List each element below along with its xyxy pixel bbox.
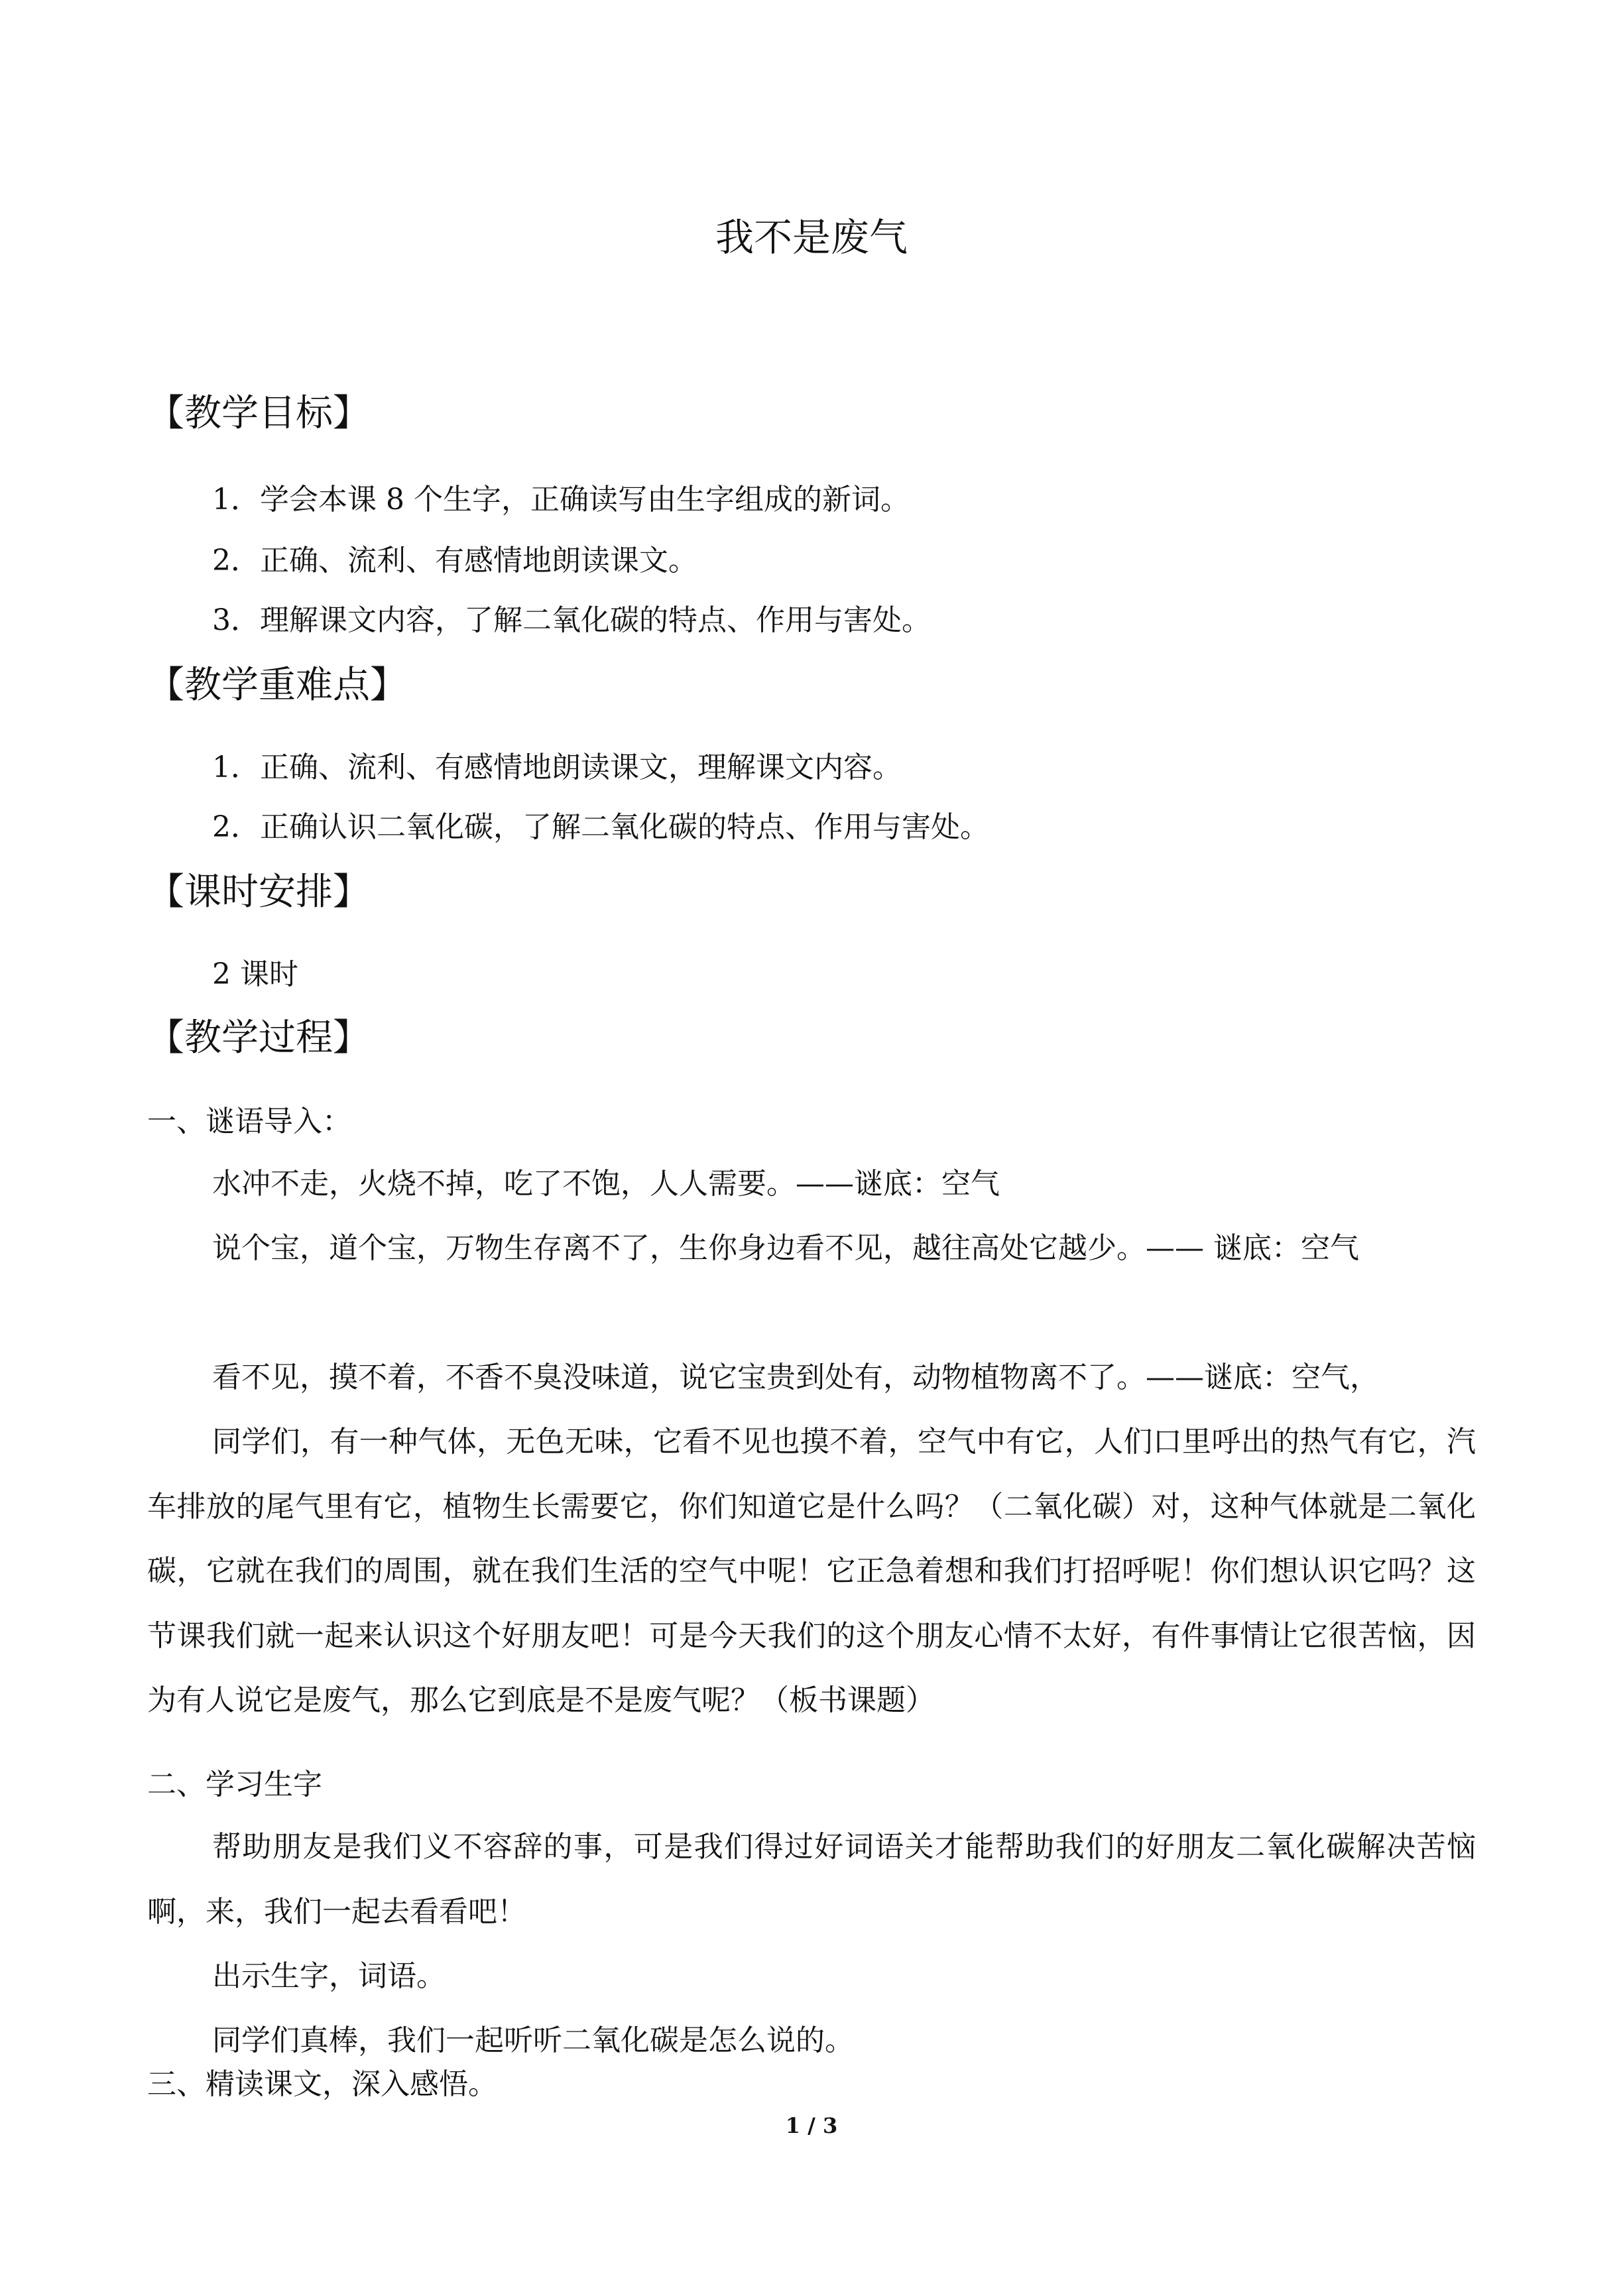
key-point-item-2: 2．正确认识二氧化碳，了解二氧化碳的特点、作用与害处。 [212, 810, 989, 844]
schedule-text: 2 课时 [212, 957, 298, 991]
paragraph-listen: 同学们真棒，我们一起听听二氧化碳是怎么说的。 [212, 2024, 854, 2057]
page-number: 1 / 3 [785, 2113, 838, 2138]
heading-teaching-goals: 【教学目标】 [147, 392, 370, 435]
paragraph-riddle-2: 说个宝，道个宝，万物生存离不了，生你身边看不见，越往高处它越少。—— 谜底：空气 [212, 1231, 1359, 1265]
paragraph-riddle-1: 水冲不走，火烧不掉，吃了不饱，人人需要。——谜底：空气 [212, 1167, 1000, 1201]
heading-key-points: 【教学重难点】 [147, 664, 407, 707]
paragraph-riddle-3: 看不见，摸不着，不香不臭没味道，说它宝贵到处有，动物植物离不了。——谜底：空气， [212, 1360, 1379, 1394]
paragraph-help-friend: 帮助朋友是我们义不容辞的事，可是我们得过好词语关才能帮助我们的好朋友二氧化碳解决苦恼啊，来，我们一起去看看吧！ [147, 1830, 1476, 1929]
heading-schedule: 【课时安排】 [147, 871, 370, 914]
goal-item-3: 3．理解课文内容，了解二氧化碳的特点、作用与害处。 [212, 603, 931, 637]
key-point-item-1: 1．正确、流利、有感情地朗读课文，理解课文内容。 [212, 751, 902, 784]
goal-item-1: 1．学会本课 8 个生字，正确读写由生字组成的新词。 [212, 483, 910, 516]
section-learn-characters: 二、学习生字 [147, 1768, 322, 1801]
section-close-reading: 三、精读课文，深入感悟。 [147, 2067, 497, 2101]
document-title: 我不是废气 [715, 215, 908, 260]
section-riddle-intro: 一、谜语导入： [147, 1105, 351, 1138]
paragraph-show-words: 出示生字，词语。 [212, 1959, 446, 1993]
paragraph-intro: 同学们，有一种气体，无色无味，它看不见也摸不着，空气中有它，人们口里呼出的热气有它，汽车排放的尾气里有它，植物生长需要它，你们知道它是什么吗？（二氧化碳）对，这种气体就是二氧化碳，它就在我们的周围，就在我们生活的空气中呢！它正急着想和我们打招呼呢！你们想认识它吗？这节课我们就一起来认识这个好朋友吧！可是今天我们的这个朋友心情不太好，有件事情让它很苦恼，因为有人说它是废气，那么它到底是不是废气呢？（板书课题） [147, 1425, 1476, 1717]
goal-item-2: 2．正确、流利、有感情地朗读课文。 [212, 544, 697, 577]
heading-process: 【教学过程】 [147, 1016, 370, 1059]
